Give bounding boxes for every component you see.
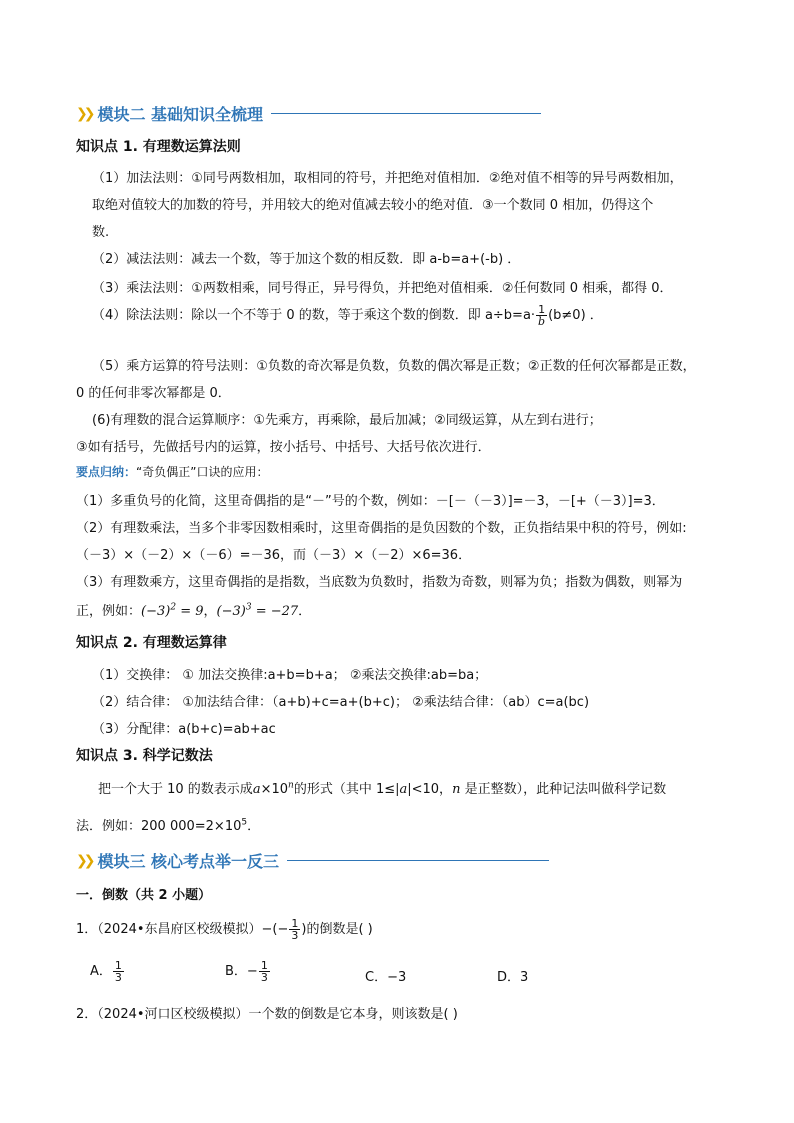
kp3-mid: 的形式（其中 1≤	[293, 782, 396, 797]
tip-line3: （－3）×（－2）×（－6）=－36，而（－3）×（－2）×6=36．	[76, 548, 472, 563]
question-2: 2．（2024•河口区校级模拟）一个数的倒数是它本身，则该数是( )	[76, 1007, 458, 1022]
kp3-times: ×10	[260, 782, 289, 797]
rule3: （3）乘法法则：①两数相乘，同号得正，异号得负，并把绝对值相乘．②任何数同 0 相乘，都得 0．	[92, 281, 673, 296]
module3-title: 模块三 核心考点举一反三	[97, 852, 280, 871]
q1-num: 1	[291, 917, 299, 930]
kp3-line1	[98, 778, 666, 797]
rule1-line2: 取绝对值较大的加数的符号，并用较大的绝对值减去较小的绝对值．③一个数同 0 相加，仍得这个	[92, 198, 654, 213]
q1-option-a-den: 3	[114, 971, 122, 984]
q1-option-b-label: B．−	[225, 964, 258, 979]
kp3-pre: 把一个大于 10 的数表示成	[98, 782, 253, 797]
ex2-rest: = −27	[251, 604, 299, 619]
rule4-den: b	[538, 315, 546, 328]
kp3-a: a	[252, 782, 261, 797]
q1-option-a-label: A．	[90, 964, 112, 979]
question-1	[76, 918, 373, 941]
q1-den: 3	[291, 929, 299, 942]
module3-rule	[287, 860, 549, 861]
rule4-pre: （4）除法法则：除以一个不等于 0 的数，等于乘这个数的倒数．即 a÷b=a·	[92, 308, 536, 323]
kp3-l2-post: ．	[247, 819, 261, 834]
tip-line1: （1）多重负号的化简，这里奇偶指的是“－”号的个数，例如：－[－（－3）]=－3，－[+（－3）]=3．	[76, 494, 665, 509]
kp3-lt: <10，	[411, 782, 453, 797]
tip-label: 要点归纳：	[76, 465, 137, 479]
q1-option-b-den: 3	[260, 971, 268, 984]
rule4-post: (b≠0) ．	[548, 308, 603, 323]
rule5-line2: 0 的任何非零次幂都是 0．	[76, 386, 231, 401]
kp3-n: n	[288, 780, 294, 791]
rule2: （2）减法法则：减去一个数，等于加这个数的相反数．即 a-b=a+(-b) ．	[92, 252, 521, 267]
kp3-l2-pre: 法．例如：200 000=2×10	[76, 819, 242, 834]
rule1-line1: （1）加法法则：①同号两数相加，取相同的符号，并把绝对值相加．②绝对值不相等的异号两数相加，	[92, 171, 683, 186]
q1-option-a	[90, 960, 125, 983]
q1-option-a-num: 1	[114, 959, 122, 972]
q1-option-b	[225, 960, 271, 983]
kp3-n2: n	[452, 782, 461, 797]
module2-header	[76, 102, 541, 125]
example1	[141, 604, 203, 619]
rule4-num: 1	[536, 304, 547, 316]
tip-line5-post: ．	[298, 604, 312, 619]
kp3-l2-exp: 5	[241, 817, 248, 828]
kp3-line2	[76, 815, 260, 834]
module2-rule	[271, 113, 541, 114]
rule5-line1: （5）乘方运算的符号法则：①负数的奇次幂是负数，负数的偶次幂是正数；②正数的任何次幂都是正数，	[92, 359, 696, 374]
tip-text: “奇负偶正”口诀的应用：	[136, 465, 269, 479]
double-chevron-icon: ❯❯	[76, 852, 92, 869]
rule6-line2: ③如有括号，先做括号内的运算，按小括号、中括号、大括号依次进行．	[76, 440, 491, 455]
q1-option-a-fraction	[113, 960, 124, 983]
q1-option-b-num: 1	[260, 959, 268, 972]
tip-line5-pre: 正，例如：	[76, 604, 142, 619]
ex-sep: ，	[203, 604, 217, 619]
q1-pre: 1．（2024•东昌府区校级模拟）−(−	[76, 922, 289, 937]
tip-line5	[76, 600, 311, 619]
ex1-exp: 2	[170, 602, 177, 613]
ex2-exp: 3	[245, 602, 252, 613]
kp3-abs: |a|	[395, 782, 412, 797]
rule4-fraction	[536, 304, 547, 327]
kp1-title: 知识点 1. 有理数运算法则	[76, 139, 241, 155]
q1-option-b-fraction	[259, 960, 270, 983]
ex1-rest: = 9	[176, 604, 204, 619]
ex2-base: (−3)	[216, 604, 246, 619]
rule4	[92, 304, 603, 327]
kp2-line1: （1）交换律： ① 加法交换律:a+b=b+a； ②乘法交换律:ab=ba；	[92, 668, 488, 683]
q1-option-c: C．−3	[365, 970, 407, 985]
kp3-post: 是正整数），此种记法叫做科学记数	[460, 782, 667, 797]
rule1-line3: 数.	[92, 225, 110, 240]
section1-title: 一．倒数（共 2 小题）	[76, 888, 212, 903]
example2	[217, 604, 299, 619]
module3-header	[76, 849, 549, 872]
double-chevron-icon: ❯❯	[76, 105, 92, 122]
kp2-line2: （2）结合律： ①加法结合律：（a+b)+c=a+(b+c)； ②乘法结合律：（ab）c=a(bc)	[92, 695, 590, 710]
q1-option-d: D．3	[497, 970, 529, 985]
ex1-base: (−3)	[141, 604, 171, 619]
kp3-title: 知识点 3. 科学记数法	[76, 748, 213, 764]
tip-heading	[76, 463, 268, 480]
module2-title: 模块二 基础知识全梳理	[97, 105, 264, 124]
tip-line2: （2）有理数乘法，当多个非零因数相乘时，这里奇偶指的是负因数的个数，正负指结果中积的符号，例如:	[76, 521, 687, 536]
kp2-title: 知识点 2. 有理数运算律	[76, 635, 227, 651]
tip-line4: （3）有理数乘方，这里奇偶指的是指数，当底数为负数时，指数为奇数，则幂为负；指数为偶数，则幂为	[76, 575, 683, 590]
q1-fraction	[289, 918, 300, 941]
q1-post: )的倒数是( )	[301, 922, 373, 937]
rule6-line1: (6)有理数的混合运算顺序：①先乘方，再乘除，最后加减；②同级运算，从左到右进行；	[92, 413, 602, 428]
kp2-line3: （3）分配律：a(b+c)=ab+ac	[92, 722, 276, 737]
